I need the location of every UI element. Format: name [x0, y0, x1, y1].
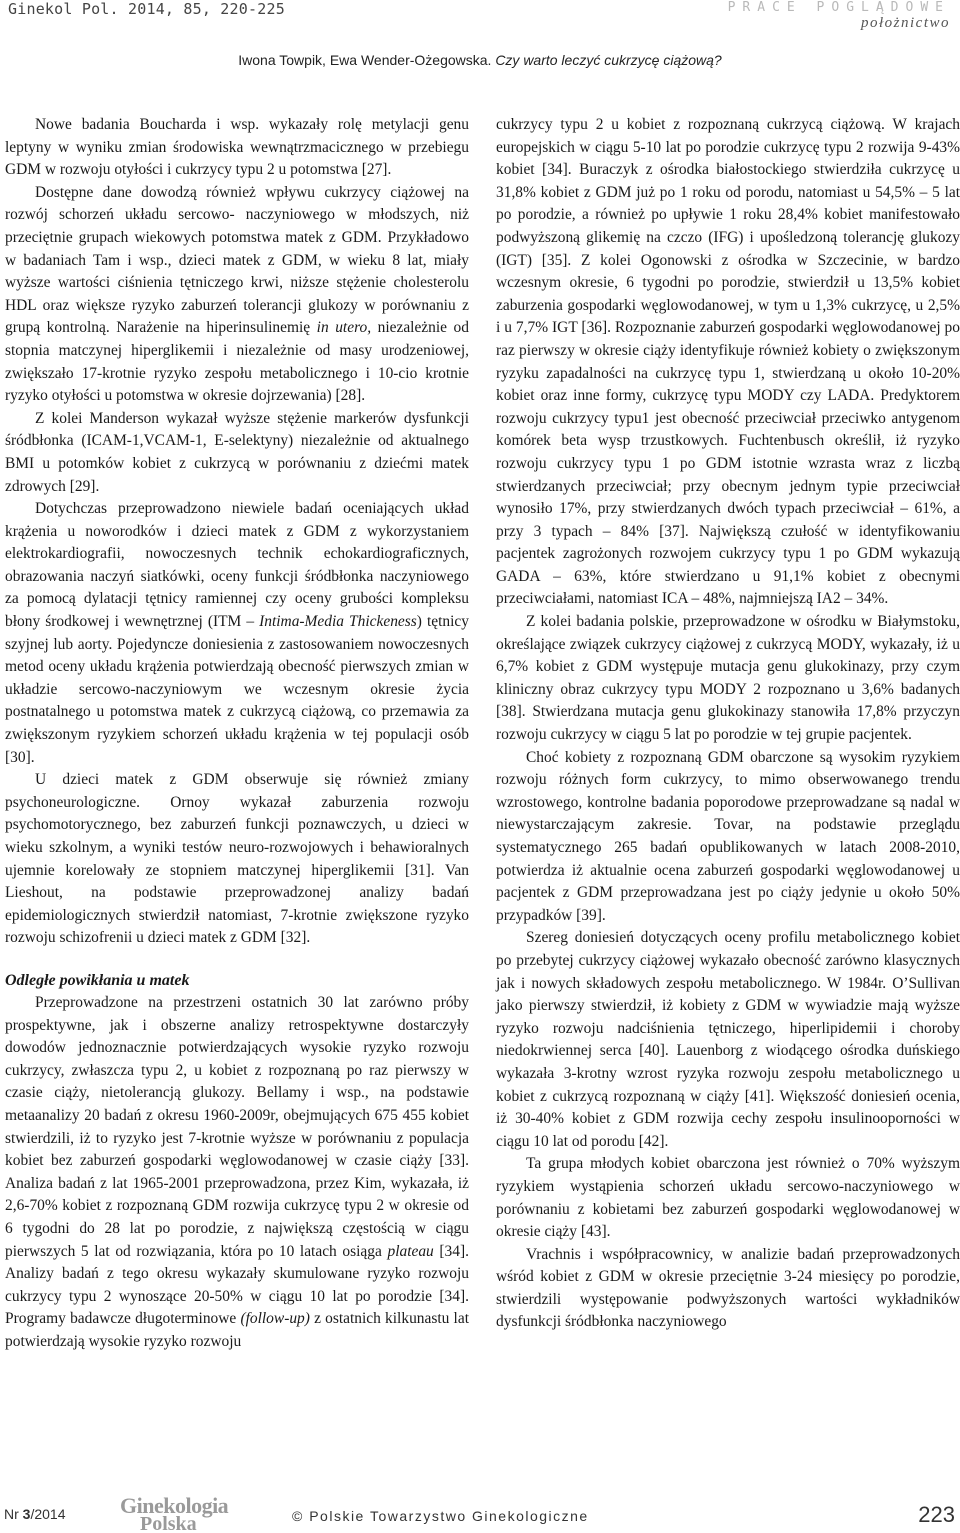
- copyright-notice: © Polskie Towarzystwo Ginekologiczne: [292, 1508, 589, 1524]
- subsection-label: położnictwo: [860, 15, 950, 31]
- logo-line-2: Polska: [140, 1513, 197, 1533]
- paragraph: Choć kobiety z rozpoznaną GDM obarczone są wysokim ryzykiem rozwoju różnych form cukrzycy, to mimo obserwowanego trendu wzrostowego, kontrolne badania poporodowe przeprowadzane są nadal w niewystarczającym zakresie. Tovar, na podstawie przeglądu systematycznego 265 badań opublikowanych w latach 2008-2010, potwierdza iż aktualnie ocena zaburzeń gospodarki węglowodanowej u pacjentek z GDM przeprowadzana jest po ciąży jedynie u około 50% przypadków [39].: [496, 748, 960, 924]
- section-header: [728, 0, 950, 32]
- paragraph: Przeprowadzone na przestrzeni ostatnich 30 lat zarówno próby prospektywne, jak i obszerne analizy retrospektywne dostarczyły dowodów jednoznacznie potwierdzających wysokie ryzyko rozwoju cukrzycy, zwłaszcza typu 2, u kobiet z rozpoznaną po raz pierwszy w czasie ciąży, nietolerancją glukozy. Bellamy i wsp., na podstawie metaanalizy 20 badań z okresu 1960-2009r, obejmujących 675 455 kobiet stwierdzili, iż to ryzyko jest 7-krotnie wyższe w porównaniu z populacja kobiet bez zaburzeń gospodarki węglowodanowej w czasie ciąży [33]. Analiza badań z lat 1965-2001 przeprowadzona, przez Kim, wykazała, iż 2,6-70% kobiet z rozpoznaną GDM rozwija cukrzycę typu 2 w okresie od 6 tygodni do 28 lat po porodzie, z największą częstością w ciągu pierwszych 5 lat od rozwiązania, która po 10 latach osiąga plateau [34]. Analizy badań z tego okresu wykazały skumulowane ryzyko rozwoju cukrzycy typu 2 wynoszące 20-50% w ciągu 10 lat po porodzie [34]. Programy badawcze długoterminowe (follow-up) z ostatnich kilkunastu lat potwierdzają wysokie ryzyko rozwoju: [5, 993, 469, 1350]
- paragraph: Vrachnis i współpracownicy, w analizie badań przeprowadzonych wśród kobiet z GDM w okresie przeciętnie 3-24 miesięcy po porodzie, stwierdzili występowanie podwyższonych wartości wykładników dysfunkcji śródbłonka naczyniowego: [496, 1245, 960, 1331]
- journal-citation: Ginekol Pol. 2014, 85, 220-225: [8, 0, 285, 18]
- journal-logo: [120, 1493, 229, 1533]
- right-column: [496, 114, 960, 1334]
- left-column: [5, 114, 469, 1353]
- paragraph: Ta grupa młodych kobiet obarczona jest również o 70% wyższym ryzykiem wystąpienia schorzeń układu sercowo-naczyniowego w porównaniu z kobietami bez zaburzeń gospodarki węglowodanowej w okresie ciąży [43].: [496, 1155, 960, 1241]
- running-authors: Iwona Towpik, Ewa Wender-Ożegowska.: [238, 52, 492, 68]
- running-title: [0, 52, 960, 68]
- paragraph: Z kolei badania polskie, przeprowadzone w ośrodku w Białymstoku, określające związek cukrzycy ciążowej z cukrzycą MODY, wykazały, iż u 6,7% kobiet z GDM występuje mutacja genu glukokinazy, przy czym kliniczny obraz cukrzycy typu MODY 2 rozpoznano u 3,6% badanych [38]. Stwierdzana mutacja genu glukokinazy stanowiła 17,8% przyczyn rozwoju cukrzycy w ciągu 5 lat po porodzie w tej grupie pacjentek.: [496, 613, 960, 744]
- issue-number: Nr 3/2014: [4, 1506, 66, 1522]
- paragraph: Dostępne dane dowodzą również wpływu cukrzycy ciążowej na rozwój schorzeń układu sercowo- naczyniowego w młodszych, niż przeciętnie grupach wiekowych potomstwa matek z GDM. Przykładowo w badaniach Tam i wsp., dzieci matek z GDM, w wieku 8 lat, miały wyższe wartości ciśnienia tętniczego krwi, niższe stężenie cholesterolu HDL oraz większe ryzyko zaburzeń tolerancji glukozy w porównaniu z grupą kontrolną. Narażenie na hiperinsulinemię in utero, niezależnie od stopnia matczynej hiperglikemii i niezależnie od masy urodzeniowej, zwiększało 17-krotnie ryzyko zespołu metabolicznego i 10-cio krotnie ryzyko otyłości u potomstwa w okresie dojrzewania) [28].: [5, 183, 469, 405]
- logo-line-1: Ginekologia: [120, 1493, 229, 1518]
- paragraph: U dzieci matek z GDM obserwuje się również zmiany psychoneurologiczne. Ornoy wykazał zaburzenia rozwoju psychomotorycznego, bez zaburzeń funkcji poznawczych, u dzieci w wieku szkolnym, a wyniki testów neuro-rozwojowych i behawioralnych ujemnie korelowały ze stopniem matczynej hiperglikemii [31]. Van Lieshout, na podstawie przeprowadzonej analizy badań epidemiologicznych stwierdził natomiast, 7-krotnie zwiększone ryzyko rozwoju schizofrenii u dzieci matek z GDM [32].: [5, 771, 469, 947]
- page-number: 223: [918, 1502, 955, 1527]
- section-heading: Odległe powikłania u matek: [5, 971, 190, 989]
- paragraph: Szereg doniesień dotyczących oceny profilu metabolicznego kobiet po przebytej cukrzycy ciążowej wykazało obecność zarówno klasycznych jak i nowych składowych zespołu metabolicznego. W 1984r. O’Sullivan jako pierwszy stwierdził, iż kobiety z GDM w wywiadzie mają wyższe ryzyko rozwoju nadciśnienia tętniczego, hiperlipidemii i choroby niedokrwiennej serca [40]. Lauenborg z wiodącego ośrodka duńskiego wykazała 3-krotny wzrost ryzyka rozwoju zespołu metabolicznego u kobiet z cukrzycą rozpoznaną w ciąży [41]. Większość doniesień ocenia, iż 30-40% kobiet z GDM rozwija cechy zespołu insulinooporności w ciągu 10 lat od porodu [42].: [496, 929, 960, 1150]
- paragraph: Nowe badania Boucharda i wsp. wykazały rolę metylacji genu leptyny w wyniku zmian środowiska wewnątrzmacicznego w przebiegu GDM w rozwoju otyłości i cukrzycy typu 2 u potomstwa [27].: [5, 116, 469, 179]
- paragraph: cukrzycy typu 2 u kobiet z rozpoznaną cukrzycą ciążową. W krajach europejskich w ciągu 5-10 lat po porodzie cukrzycę typu 2 rozwija 9-43% kobiet [34]. Buraczyk z ośrodka białostockiego stwierdziła cukrzycę u 31,8% kobiet z GDM już po 1 roku od porodu, natomiast u 54,5% – 5 lat po porodzie, a również po upływie 1 roku 28,4% kobiet manifestowało podwyższoną glikemię na czczo (IFG) i upośledzoną tolerancję glukozy (IGT) [35]. Z kolei Ogonowski z ośrodka w Szczecinie, w bardzo wczesnym okresie, 6 tygodni po porodzie, stwierdził u 13,5% kobiet zaburzenia gospodarki węglowodanowej, w tym u 1,3% cukrzycę, u 2,5% i u 7,7% IGT [36]. Rozpoznanie zaburzeń gospodarki węglowodanowej po raz pierwszy w okresie ciąży identyfikuje również kobiety o zwiększonym ryzyku zapadalności na cukrzycę typu 1, stwierdzaną u około 10-20% kobiet oraz inne formy, cukrzycę typu MODY czy LADA. Predyktorem rozwoju cukrzycy typu1 jest obecność przeciwciał przeciwko antygenom komórek beta wysp trzustkowych. Fuchtenbusch określił, iż ryzyko rozwoju cukrzycy typu 1 po GDM istotnie wzrasta wraz z liczbą stwierdzanych przeciwciał; przy obecnym jednym typie przeciwciał wynosiło 17%, przy stwierdzanych dwóch typach przeciwciał – 61%, a przy 3 typach – 84% [37]. Największą czułość w identyfikowaniu pacjentek zagrożonych rozwojem cukrzycy typu 1 po GDM wykazują GADA – 63%, które stwierdzano u 91,1% kobiet z obecnymi przeciwciałami, natomiast ICA – 48%, najmniejszą IA2 – 34%.: [496, 116, 960, 608]
- paragraph: Z kolei Manderson wykazał wyższe stężenie markerów dysfunkcji śródbłonka (ICAM-1,VCAM-1, E-selektyny) niezależnie od aktualnego BMI u potomków kobiet z cukrzycą w porównaniu z dziećmi matek zdrowych [29].: [5, 409, 469, 495]
- running-article-title: Czy warto leczyć cukrzycę ciążową?: [495, 52, 722, 68]
- section-label: PRACE POGLĄDOWE: [727, 0, 950, 15]
- paragraph: Dotychczas przeprowadzono niewiele badań oceniających układ krążenia u noworodków i dzieci matek z GDM z wykorzystaniem elektrokardiografii, nowoczesnych technik echokardiograficznych, obrazowania naczyń siatkówki, oceny funkcji śródbłonka naczyniowego za pomocą dylatacji tętnicy ramiennej czy oceny grubości kompleksu błony środkowej i wewnętrznej (ITM – Intima-Media Thickeness) tętnicy szyjnej lub aorty. Pojedyncze doniesienia z zastosowaniem nowoczesnych metod oceny układu krążenia potwierdzają obecność pierwszych zmian w układzie sercowo-naczyniowym we wczesnym okresie życia postnatalnego u potomstwa matek z cukrzycą ciążową, co przemawia za zwiększonym ryzykiem schorzeń układu krążenia w tej populacji osób [30].: [5, 500, 469, 766]
